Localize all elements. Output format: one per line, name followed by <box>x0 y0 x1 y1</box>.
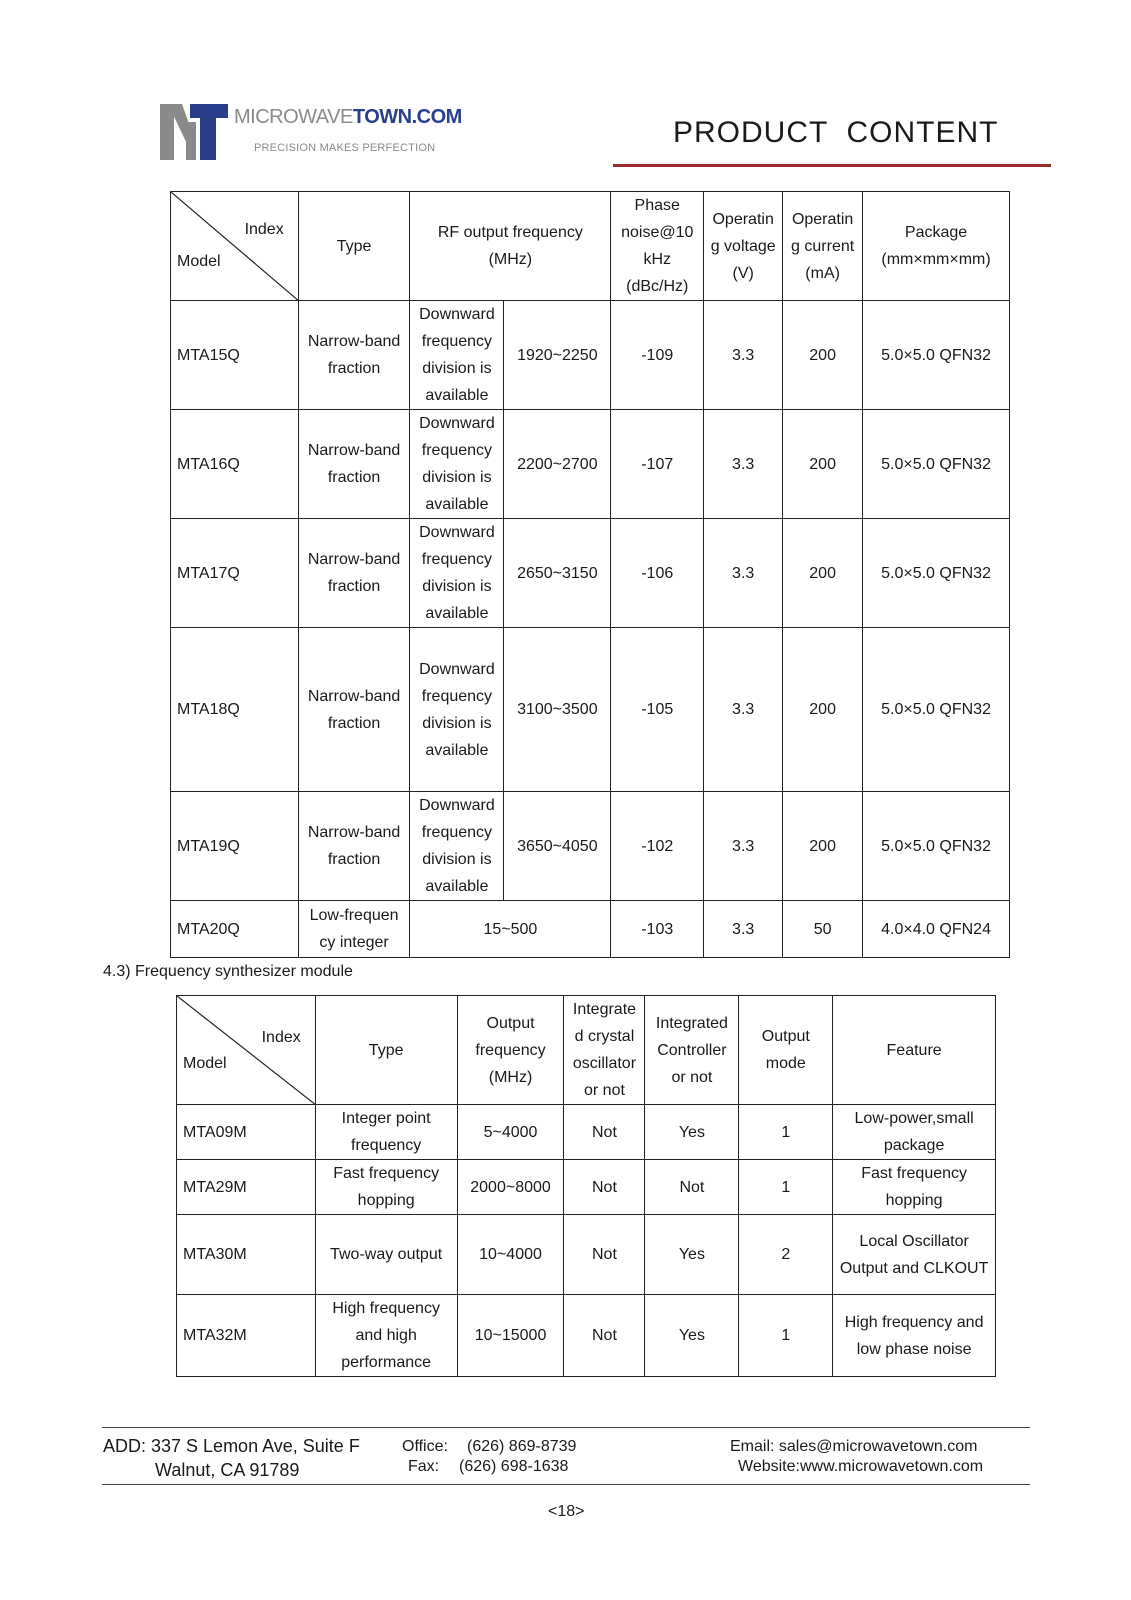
cell-package: 5.0×5.0 QFN32 <box>863 410 1010 519</box>
page-title: PRODUCT CONTENT <box>673 116 999 149</box>
footer-website[interactable]: Website:www.microwavetown.com <box>738 1458 984 1475</box>
cell-crystal: Not <box>564 1105 645 1160</box>
cell-type: High frequency and high performance <box>315 1295 457 1377</box>
cell-controller: Yes <box>645 1295 739 1377</box>
diagonal-header-cell <box>177 996 316 1105</box>
cell-phase-noise: -102 <box>611 792 704 901</box>
model-label: Model <box>183 1055 227 1072</box>
header-output-frequency: Output frequency (MHz) <box>457 996 564 1105</box>
model-label: Model <box>177 253 221 270</box>
cell-model: MTA30M <box>177 1215 316 1295</box>
header-voltage: Operatin g voltage (V) <box>704 192 783 301</box>
cell-mode: 1 <box>739 1105 833 1160</box>
cell-controller: Yes <box>645 1105 739 1160</box>
table-row <box>171 901 1010 958</box>
table-row <box>171 301 1010 410</box>
table-row <box>171 410 1010 519</box>
cell-controller: Not <box>645 1160 739 1215</box>
cell-note: Downward frequency division is available <box>410 301 504 410</box>
office-label: Office: <box>402 1438 448 1455</box>
cell-crystal: Not <box>564 1215 645 1295</box>
cell-note: Downward frequency division is available <box>410 410 504 519</box>
cell-voltage: 3.3 <box>704 901 783 958</box>
cell-frequency: 10~15000 <box>457 1295 564 1377</box>
cell-current: 200 <box>783 519 863 628</box>
cell-type: Narrow-band fraction <box>298 519 410 628</box>
table-row <box>177 1295 996 1377</box>
cell-phase-noise: -109 <box>611 301 704 410</box>
cell-mode: 2 <box>739 1215 833 1295</box>
cell-feature: Fast frequency hopping <box>833 1160 996 1215</box>
cell-phase-noise: -107 <box>611 410 704 519</box>
cell-current: 200 <box>783 410 863 519</box>
table-row <box>171 792 1010 901</box>
cell-frequency: 2200~2700 <box>504 410 611 519</box>
cell-note: Downward frequency division is available <box>410 792 504 901</box>
header-rf-frequency: RF output frequency (MHz) <box>410 192 611 301</box>
cell-frequency: 1920~2250 <box>504 301 611 410</box>
title-underline <box>613 164 1051 167</box>
header-type: Type <box>298 192 410 301</box>
diagonal-header-cell <box>171 192 299 301</box>
cell-type: Narrow-band fraction <box>298 410 410 519</box>
cell-package: 5.0×5.0 QFN32 <box>863 792 1010 901</box>
cell-crystal: Not <box>564 1160 645 1215</box>
vco-pll-table <box>170 191 1010 958</box>
header-controller: Integrated Controller or not <box>645 996 739 1105</box>
table-header-row <box>171 192 1010 301</box>
cell-phase-noise: -105 <box>611 628 704 792</box>
footer-email[interactable]: Email: sales@microwavetown.com <box>730 1438 978 1455</box>
table-header-row <box>177 996 996 1105</box>
cell-package: 4.0×4.0 QFN24 <box>863 901 1010 958</box>
table-row <box>177 1160 996 1215</box>
cell-frequency: 15~500 <box>410 901 611 958</box>
cell-feature: High frequency and low phase noise <box>833 1295 996 1377</box>
cell-type: Fast frequency hopping <box>315 1160 457 1215</box>
cell-note: Downward frequency division is available <box>410 628 504 792</box>
cell-voltage: 3.3 <box>704 792 783 901</box>
cell-model: MTA29M <box>177 1160 316 1215</box>
cell-type: Integer point frequency <box>315 1105 457 1160</box>
footer-address-line1: ADD: 337 S Lemon Ave, Suite F <box>103 1436 360 1456</box>
cell-frequency: 3650~4050 <box>504 792 611 901</box>
footer-top-rule <box>102 1427 1030 1428</box>
cell-current: 200 <box>783 792 863 901</box>
cell-current: 200 <box>783 301 863 410</box>
cell-model: MTA15Q <box>171 301 299 410</box>
cell-frequency: 2000~8000 <box>457 1160 564 1215</box>
header-output-mode: Output mode <box>739 996 833 1105</box>
cell-model: MTA09M <box>177 1105 316 1160</box>
footer-address-line2: Walnut, CA 91789 <box>155 1460 300 1480</box>
cell-model: MTA18Q <box>171 628 299 792</box>
cell-frequency: 10~4000 <box>457 1215 564 1295</box>
cell-current: 50 <box>783 901 863 958</box>
cell-controller: Yes <box>645 1215 739 1295</box>
synthesizer-module-table <box>176 995 996 1377</box>
index-label: Index <box>244 221 284 238</box>
fax-label: Fax: <box>408 1458 440 1475</box>
cell-type: Narrow-band fraction <box>298 628 410 792</box>
cell-feature: Local Oscillator Output and CLKOUT <box>833 1215 996 1295</box>
cell-type: Two-way output <box>315 1215 457 1295</box>
header-package: Package (mm×mm×mm) <box>863 192 1010 301</box>
header-feature: Feature <box>833 996 996 1105</box>
cell-model: MTA19Q <box>171 792 299 901</box>
cell-frequency: 2650~3150 <box>504 519 611 628</box>
table-row <box>177 1105 996 1160</box>
cell-voltage: 3.3 <box>704 301 783 410</box>
cell-model: MTA32M <box>177 1295 316 1377</box>
fax-phone: (626) 698-1638 <box>459 1458 569 1475</box>
table-row <box>171 628 1010 792</box>
page-number: <18> <box>548 1503 585 1520</box>
header-crystal-oscillator: Integrate d crystal oscillator or not <box>564 996 645 1105</box>
section-heading: 4.3) Frequency synthesizer module <box>103 963 353 980</box>
cell-crystal: Not <box>564 1295 645 1377</box>
cell-package: 5.0×5.0 QFN32 <box>863 519 1010 628</box>
cell-model: MTA16Q <box>171 410 299 519</box>
office-phone: (626) 869-8739 <box>467 1438 577 1455</box>
header-phase-noise: Phase noise@10 kHz (dBc/Hz) <box>611 192 704 301</box>
cell-model: MTA20Q <box>171 901 299 958</box>
table-row <box>171 519 1010 628</box>
cell-phase-noise: -106 <box>611 519 704 628</box>
cell-voltage: 3.3 <box>704 519 783 628</box>
cell-frequency: 3100~3500 <box>504 628 611 792</box>
header-current: Operatin g current (mA) <box>783 192 863 301</box>
company-logo <box>160 98 460 164</box>
table-row <box>177 1215 996 1295</box>
cell-type: Narrow-band fraction <box>298 301 410 410</box>
cell-frequency: 5~4000 <box>457 1105 564 1160</box>
cell-package: 5.0×5.0 QFN32 <box>863 628 1010 792</box>
cell-type: Narrow-band fraction <box>298 792 410 901</box>
mt-logo-icon <box>160 98 230 164</box>
cell-mode: 1 <box>739 1295 833 1377</box>
cell-current: 200 <box>783 628 863 792</box>
cell-phase-noise: -103 <box>611 901 704 958</box>
footer-bottom-rule <box>102 1484 1030 1485</box>
cell-note: Downward frequency division is available <box>410 519 504 628</box>
cell-voltage: 3.3 <box>704 628 783 792</box>
cell-feature: Low-power,small package <box>833 1105 996 1160</box>
header-type: Type <box>315 996 457 1105</box>
logo-wordmark: MICROWAVETOWN.COM <box>234 106 462 128</box>
logo-tagline: PRECISION MAKES PERFECTION <box>254 142 436 154</box>
cell-package: 5.0×5.0 QFN32 <box>863 301 1010 410</box>
cell-voltage: 3.3 <box>704 410 783 519</box>
index-label: Index <box>261 1029 301 1046</box>
cell-model: MTA17Q <box>171 519 299 628</box>
cell-mode: 1 <box>739 1160 833 1215</box>
cell-type: Low-frequen cy integer <box>298 901 410 958</box>
